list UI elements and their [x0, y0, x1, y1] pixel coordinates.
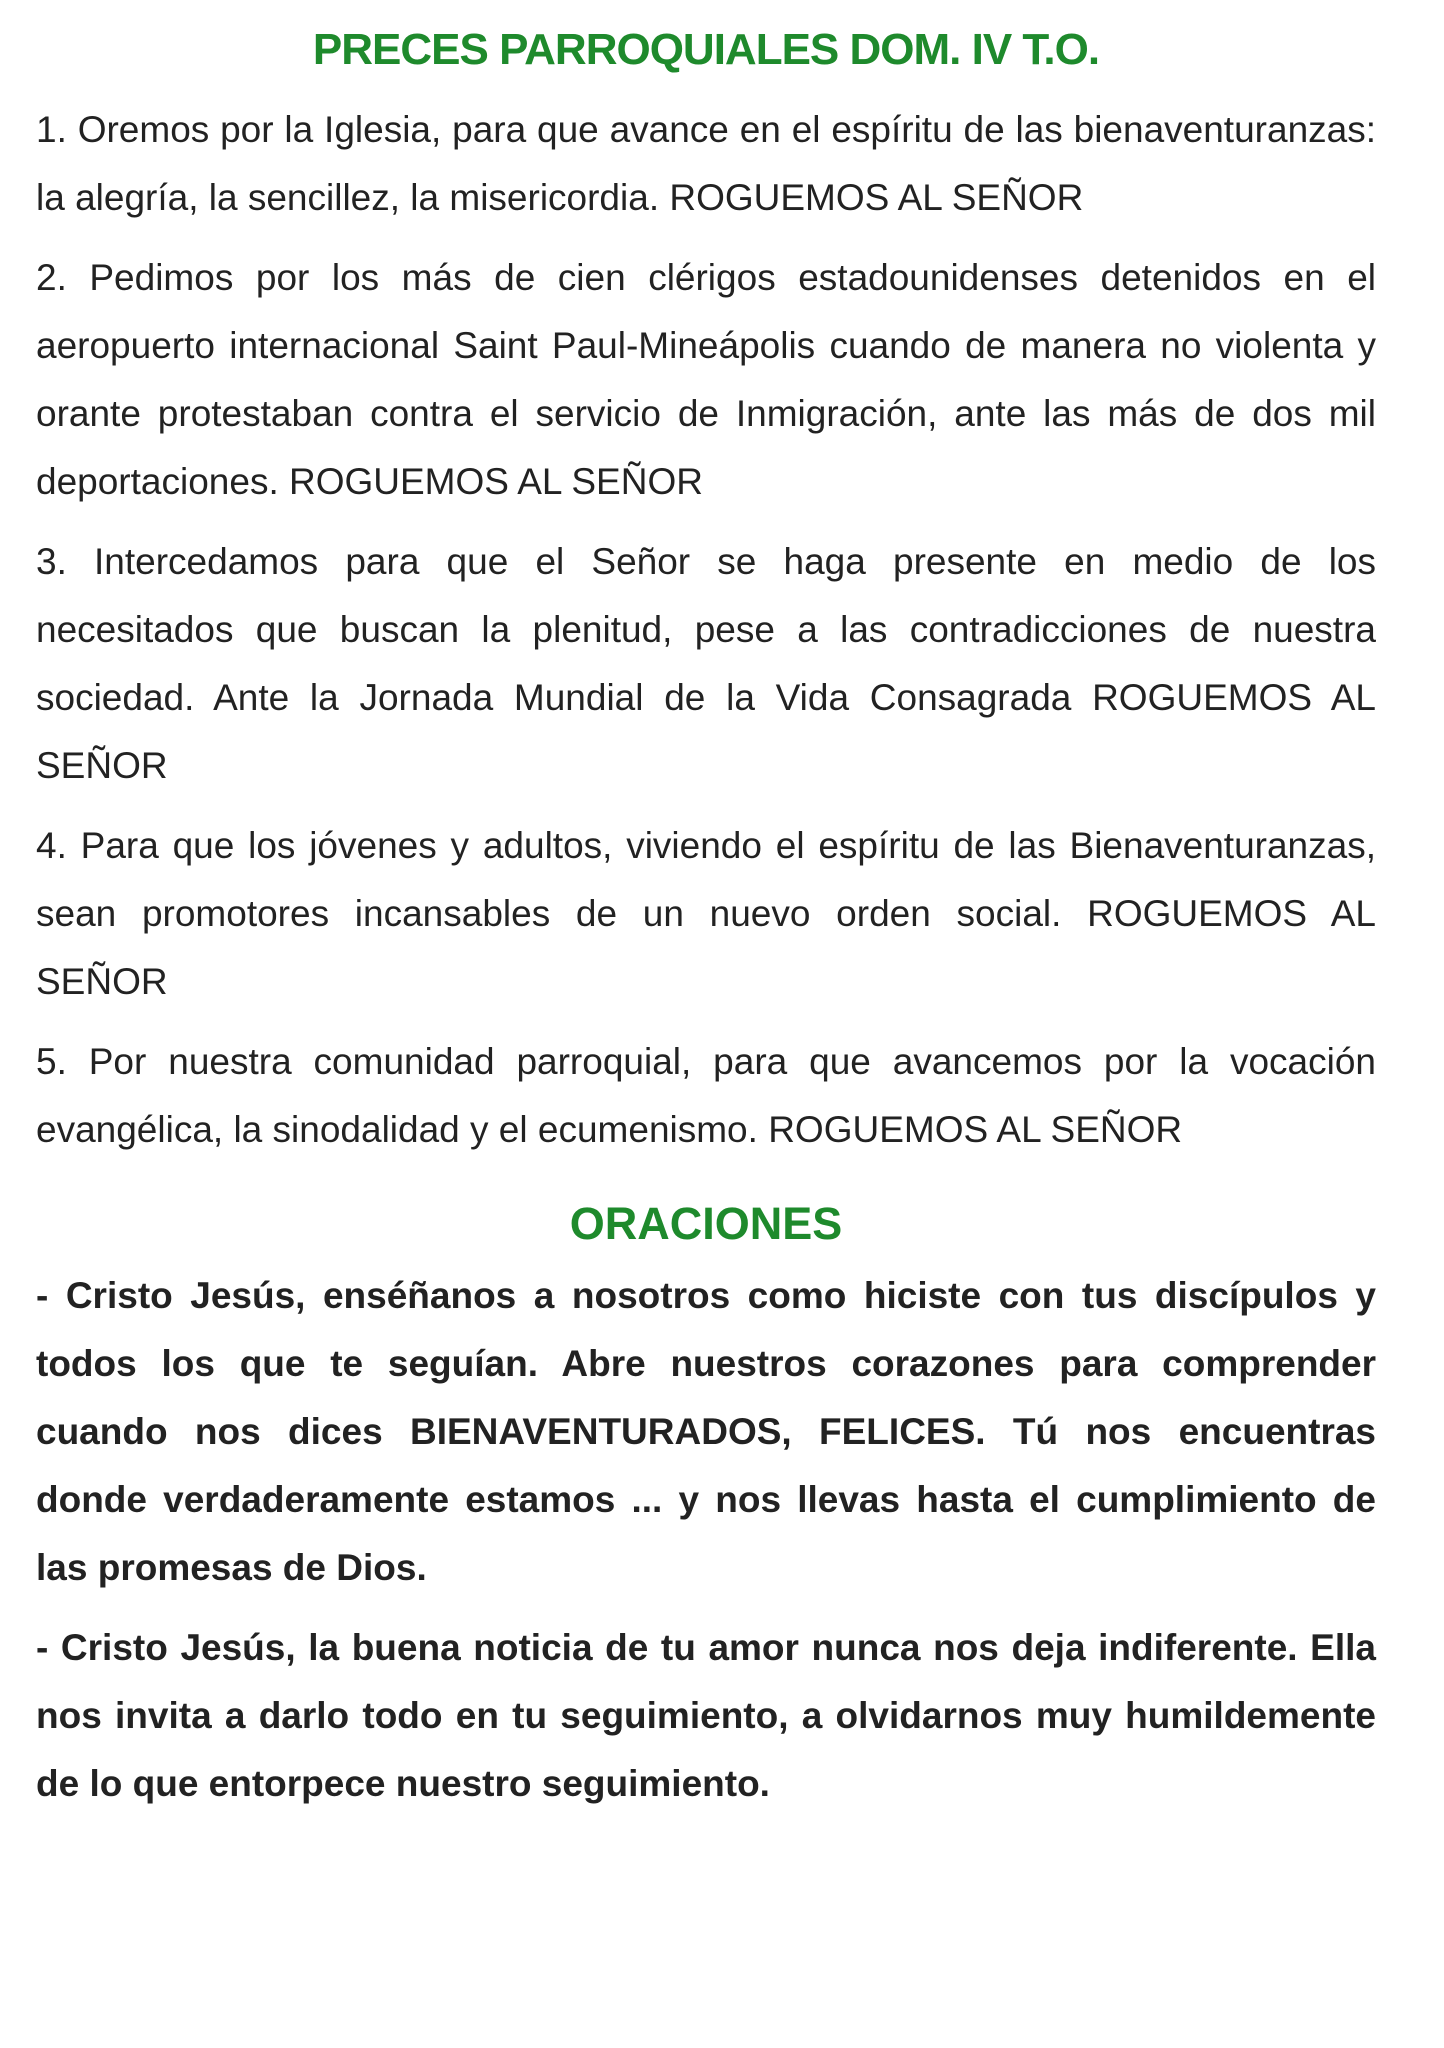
oracion-item: - Cristo Jesús, enséñanos a nosotros como hiciste con tus discípulos y todos los que te seguían. Abre nuestros corazones para comprender cuando nos dices BIENAVENTURADOS, FELICES. Tú nos encuentras donde verdaderamente estamos ... y nos llevas hasta el cumplimiento de las promesas de Dios.	[36, 1275, 1376, 1588]
document-page	[36, 0, 1376, 2048]
oraciones-heading: ORACIONES	[569, 1198, 843, 1249]
prece-item: 4. Para que los jóvenes y adultos, viviendo el espíritu de las Bienaventuranzas, sean promotores incansables de un nuevo orden social. ROGUEMOS AL SEÑOR	[36, 825, 1376, 1002]
page-title: PRECES PARROQUIALES DOM. IV T.O.	[312, 25, 1100, 74]
prece-item: 1. Oremos por la Iglesia, para que avance en el espíritu de las bienaventuranzas: la alegría, la sencillez, la misericordia. ROGUEMOS AL SEÑOR	[36, 109, 1376, 218]
prece-item: 3. Intercedamos para que el Señor se haga presente en medio de los necesitados que buscan la plenitud, pese a las contradicciones de nuestra sociedad. Ante la Jornada Mundial de la Vida Consagrada ROGUEMOS AL SEÑOR	[36, 541, 1376, 786]
preces-list	[36, 96, 1376, 1164]
oracion-item: - Cristo Jesús, la buena noticia de tu amor nunca nos deja indiferente. Ella nos invita a darlo todo en tu seguimiento, a olvidarnos muy humildemente de lo que entorpece nuestro seguimiento.	[36, 1627, 1376, 1804]
oraciones-list	[36, 1262, 1376, 1818]
prece-item: 5. Por nuestra comunidad parroquial, para que avancemos por la vocación evangélica, la sinodalidad y el ecumenismo. ROGUEMOS AL SEÑOR	[36, 1041, 1376, 1150]
prece-item: 2. Pedimos por los más de cien clérigos estadounidenses detenidos en el aeropuerto internacional Saint Paul-Mineápolis cuando de manera no violenta y orante protestaban contra el servicio de Inmigración, ante las más de dos mil deportaciones. ROGUEMOS AL SEÑOR	[36, 257, 1376, 502]
